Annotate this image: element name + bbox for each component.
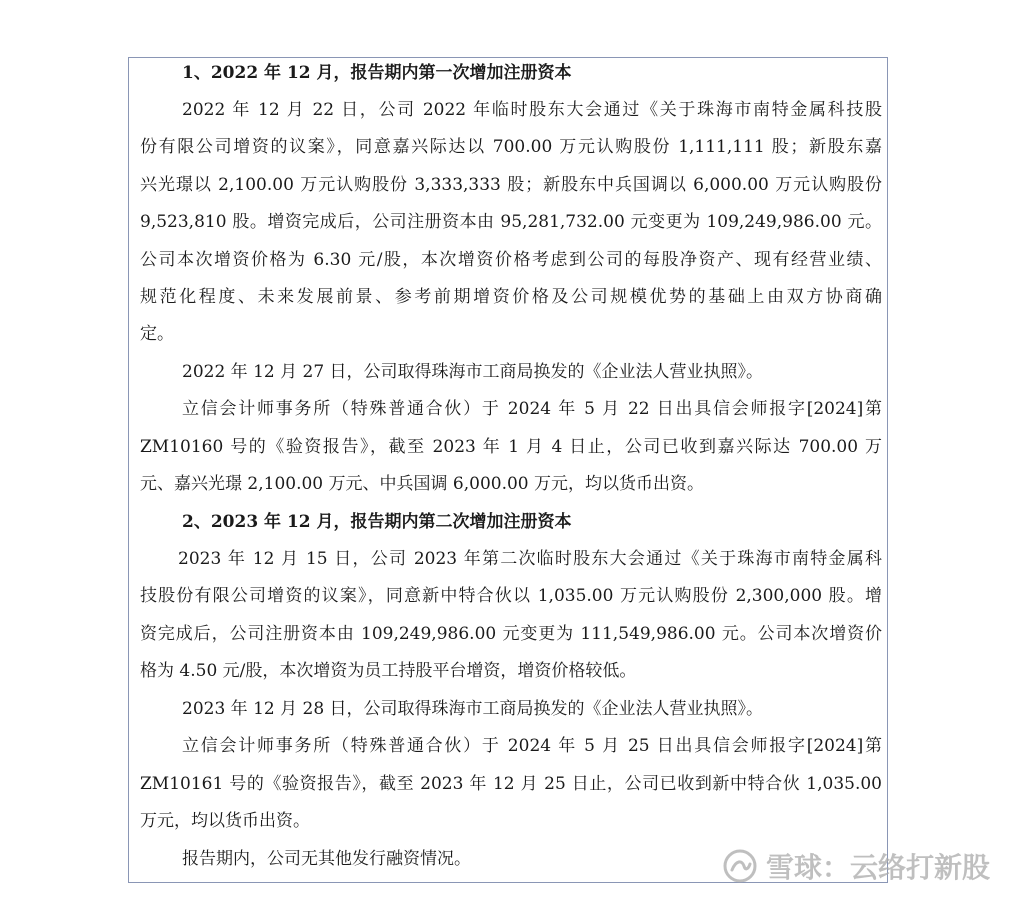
paragraph-line: 2023 年 12 月 28 日，公司取得珠海市工商局换发的《企业法人营业执照》。 — [182, 699, 764, 719]
paragraph-line: 2022 年 12 月 22 日，公司 2022 年临时股东大会通过《关于珠海市南特金属科技股 — [182, 100, 882, 120]
paragraph-line: 份有限公司增资的议案》，同意嘉兴际达以 700.00 万元认购股份 1,111,111 股；新股东嘉 — [140, 137, 882, 157]
paragraph-line: 立信会计师事务所（特殊普通合伙）于 2024 年 5 月 25 日出具信会师报字[2024]第 — [182, 736, 882, 756]
paragraph-line: 2022 年 12 月 27 日，公司取得珠海市工商局换发的《企业法人营业执照》。 — [182, 362, 764, 382]
paragraph-line: 格为 4.50 元/股，本次增资为员工持股平台增资，增资价格较低。 — [140, 661, 637, 681]
paragraph-line: ZM10160 号的《验资报告》，截至 2023 年 1 月 4 日止，公司已收到嘉兴际达 700.00 万 — [140, 437, 882, 457]
section-heading-1: 1、2022 年 12 月，报告期内第一次增加注册资本 — [182, 63, 572, 83]
paragraph-line: 2023 年 12 月 15 日，公司 2023 年第二次临时股东大会通过《关于珠海市南特金属科 — [178, 549, 882, 569]
watermark-text: 雪球：云络打新股 — [766, 851, 991, 884]
paragraph-line: ZM10161 号的《验资报告》，截至 2023 年 12 月 25 日止，公司已收到新中特合伙 1,035.00 — [140, 774, 882, 794]
paragraph-line: 立信会计师事务所（特殊普通合伙）于 2024 年 5 月 22 日出具信会师报字[2024]第 — [182, 399, 882, 419]
paragraph-line: 定。 — [140, 324, 174, 344]
paragraph-line: 资完成后，公司注册资本由 109,249,986.00 元变更为 111,549,986.00 元。公司本次增资价 — [140, 624, 882, 644]
paragraph-line: 公司本次增资价格为 6.30 元/股，本次增资价格考虑到公司的每股净资产、现有经营业绩、 — [140, 250, 882, 270]
snowball-logo-icon — [722, 848, 758, 884]
watermark — [722, 846, 990, 886]
paragraph-line: 9,523,810 股。增资完成后，公司注册资本由 95,281,732.00 元变更为 109,249,986.00 元。 — [140, 212, 882, 232]
paragraph-line: 元、嘉兴光璟 2,100.00 万元、中兵国调 6,000.00 万元，均以货币出资。 — [140, 474, 705, 494]
paragraph-line: 兴光璟以 2,100.00 万元认购股份 3,333,333 股；新股东中兵国调以 6,000.00 万元认购股份 — [140, 175, 882, 195]
paragraph-line: 技股份有限公司增资的议案》，同意新中特合伙以 1,035.00 万元认购股份 2,300,000 股。增 — [140, 586, 882, 606]
paragraph-line: 万元，均以货币出资。 — [140, 811, 310, 831]
section-heading-2: 2、2023 年 12 月，报告期内第二次增加注册资本 — [182, 512, 572, 532]
paragraph-line: 规范化程度、未来发展前景、参考前期增资价格及公司规模优势的基础上由双方协商确 — [140, 287, 882, 307]
paragraph-line: 报告期内，公司无其他发行融资情况。 — [182, 849, 471, 869]
